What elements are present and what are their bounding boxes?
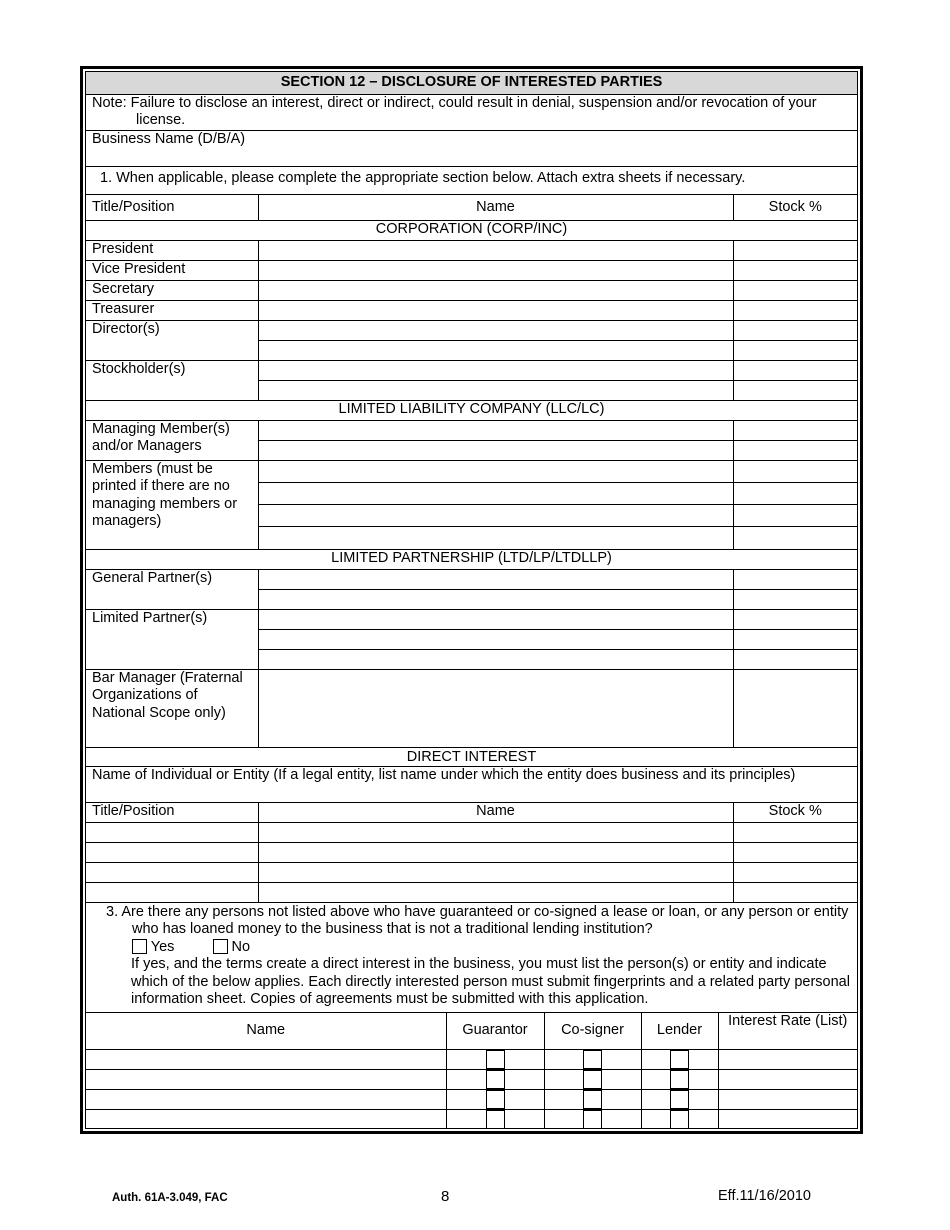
stockholder-name-field[interactable] bbox=[258, 380, 733, 400]
interest-rate-field[interactable] bbox=[718, 1089, 857, 1109]
vice-president-name-field[interactable] bbox=[258, 260, 733, 280]
limited-partner-stock-field[interactable] bbox=[733, 609, 857, 629]
guarantor-checkbox[interactable] bbox=[486, 1070, 505, 1089]
lender-col-lender: Lender bbox=[641, 1013, 718, 1049]
direct-interest-heading: DIRECT INTEREST bbox=[86, 747, 857, 766]
member-stock-field[interactable] bbox=[733, 482, 857, 504]
lender-cell bbox=[641, 1049, 718, 1069]
section-title: SECTION 12 – DISCLOSURE OF INTERESTED PARTIES bbox=[86, 72, 857, 94]
vice-president-stock-field[interactable] bbox=[733, 260, 857, 280]
row-label-vice-president: Vice President bbox=[86, 260, 258, 280]
lender-col-interest-rate: Interest Rate (List) bbox=[718, 1013, 857, 1049]
interest-rate-field[interactable] bbox=[718, 1049, 857, 1069]
direct-stock-field[interactable] bbox=[733, 862, 857, 882]
limited-partner-name-field[interactable] bbox=[258, 629, 733, 649]
direct-title-field[interactable] bbox=[86, 842, 258, 862]
interest-rate-field[interactable] bbox=[718, 1069, 857, 1089]
row-label-bar-manager: Bar Manager (Fraternal Organizations of National Scope only) bbox=[86, 669, 258, 747]
row-label-members: Members (must be printed if there are no managing members or managers) bbox=[86, 460, 258, 549]
lender-col-cosigner: Co-signer bbox=[544, 1013, 641, 1049]
direct-title-field[interactable] bbox=[86, 822, 258, 842]
general-partner-stock-field[interactable] bbox=[733, 589, 857, 609]
president-stock-field[interactable] bbox=[733, 240, 857, 260]
col-name: Name bbox=[258, 194, 733, 220]
row-label-stockholders: Stockholder(s) bbox=[86, 360, 258, 400]
yes-checkbox[interactable] bbox=[132, 939, 147, 954]
yes-label: Yes bbox=[150, 938, 175, 955]
member-stock-field[interactable] bbox=[733, 504, 857, 526]
lender-name-field[interactable] bbox=[86, 1089, 446, 1109]
guarantor-checkbox[interactable] bbox=[486, 1050, 505, 1069]
footer-authority: Auth. 61A-3.049, FAC bbox=[112, 1192, 228, 1204]
question-3-followup: If yes, and the terms create a direct interest in the business, you must list the person(s) or entity and indicate which of the below applies. Each directly interested person must submit fingerprints and a related party personal information sheet. Copies of agreements must be submitted with this application. bbox=[131, 956, 850, 1007]
row-label-president: President bbox=[86, 240, 258, 260]
guarantor-checkbox[interactable] bbox=[486, 1090, 505, 1109]
lender-checkbox[interactable] bbox=[670, 1050, 689, 1069]
treasurer-name-field[interactable] bbox=[258, 300, 733, 320]
col-title-position: Title/Position bbox=[86, 194, 258, 220]
direct-name-field[interactable] bbox=[258, 862, 733, 882]
member-name-field[interactable] bbox=[258, 482, 733, 504]
limited-partner-stock-field[interactable] bbox=[733, 649, 857, 669]
cosigner-checkbox[interactable] bbox=[583, 1070, 602, 1089]
limited-partner-name-field[interactable] bbox=[258, 649, 733, 669]
no-label: No bbox=[231, 938, 251, 955]
guarantor-cell bbox=[446, 1049, 544, 1069]
direct-title-field[interactable] bbox=[86, 882, 258, 902]
lender-col-name: Name bbox=[86, 1013, 446, 1049]
row-label-general-partners: General Partner(s) bbox=[86, 569, 258, 609]
interest-rate-field[interactable] bbox=[718, 1109, 857, 1129]
direct-stock-field[interactable] bbox=[733, 882, 857, 902]
guarantor-cell bbox=[446, 1069, 544, 1089]
lender-table bbox=[86, 1013, 857, 1129]
director-stock-field[interactable] bbox=[733, 320, 857, 340]
form-inner bbox=[85, 71, 858, 1129]
secretary-name-field[interactable] bbox=[258, 280, 733, 300]
row-label-managing-members: Managing Member(s) and/or Managers bbox=[86, 420, 258, 460]
direct-name-field[interactable] bbox=[258, 882, 733, 902]
lender-name-field[interactable] bbox=[86, 1109, 446, 1129]
cosigner-checkbox[interactable] bbox=[583, 1110, 602, 1129]
cosigner-checkbox[interactable] bbox=[583, 1050, 602, 1069]
lender-checkbox[interactable] bbox=[670, 1110, 689, 1129]
president-name-field[interactable] bbox=[258, 240, 733, 260]
lender-checkbox[interactable] bbox=[670, 1090, 689, 1109]
stockholder-name-field[interactable] bbox=[258, 360, 733, 380]
limited-partner-stock-field[interactable] bbox=[733, 629, 857, 649]
form-frame bbox=[80, 66, 863, 1134]
llc-heading: LIMITED LIABILITY COMPANY (LLC/LC) bbox=[86, 400, 857, 420]
lender-cell bbox=[641, 1109, 718, 1129]
member-stock-field[interactable] bbox=[733, 526, 857, 549]
col-stock: Stock % bbox=[733, 194, 857, 220]
managing-member-name-field[interactable] bbox=[258, 420, 733, 440]
lender-name-field[interactable] bbox=[86, 1069, 446, 1089]
yes-no-group bbox=[92, 939, 851, 957]
lender-cell bbox=[641, 1069, 718, 1089]
row-label-secretary: Secretary bbox=[86, 280, 258, 300]
guarantor-checkbox[interactable] bbox=[486, 1110, 505, 1129]
col-stock: Stock % bbox=[733, 802, 857, 822]
col-title-position: Title/Position bbox=[86, 802, 258, 822]
business-name-field[interactable] bbox=[86, 130, 857, 166]
question-3-table bbox=[86, 903, 857, 1014]
director-name-field[interactable] bbox=[258, 320, 733, 340]
director-name-field[interactable] bbox=[258, 340, 733, 360]
corporation-heading: CORPORATION (CORP/INC) bbox=[86, 220, 857, 240]
row-label-directors: Director(s) bbox=[86, 320, 258, 360]
general-partner-stock-field[interactable] bbox=[733, 569, 857, 589]
lender-col-guarantor: Guarantor bbox=[446, 1013, 544, 1049]
stockholder-stock-field[interactable] bbox=[733, 380, 857, 400]
guarantor-cell bbox=[446, 1109, 544, 1129]
managing-member-name-field[interactable] bbox=[258, 440, 733, 460]
cosigner-cell bbox=[544, 1089, 641, 1109]
lender-name-field[interactable] bbox=[86, 1049, 446, 1069]
cosigner-cell bbox=[544, 1049, 641, 1069]
bar-manager-name-field[interactable] bbox=[258, 669, 733, 747]
cosigner-cell bbox=[544, 1069, 641, 1089]
lender-checkbox[interactable] bbox=[670, 1070, 689, 1089]
cosigner-cell bbox=[544, 1109, 641, 1129]
managing-member-stock-field[interactable] bbox=[733, 420, 857, 440]
secretary-stock-field[interactable] bbox=[733, 280, 857, 300]
bar-manager-stock-field[interactable] bbox=[733, 669, 857, 747]
row-label-limited-partners: Limited Partner(s) bbox=[86, 609, 258, 669]
stockholder-stock-field[interactable] bbox=[733, 360, 857, 380]
col-name: Name bbox=[258, 802, 733, 822]
member-stock-field[interactable] bbox=[733, 460, 857, 482]
partnership-heading: LIMITED PARTNERSHIP (LTD/LP/LTDLLP) bbox=[86, 549, 857, 569]
member-name-field[interactable] bbox=[258, 460, 733, 482]
direct-title-field[interactable] bbox=[86, 862, 258, 882]
row-label-treasurer: Treasurer bbox=[86, 300, 258, 320]
member-name-field[interactable] bbox=[258, 526, 733, 549]
treasurer-stock-field[interactable] bbox=[733, 300, 857, 320]
footer-effective-date: Eff.11/16/2010 bbox=[718, 1188, 811, 1204]
direct-stock-field[interactable] bbox=[733, 842, 857, 862]
disclosure-table bbox=[86, 72, 857, 903]
business-name-label: Business Name (D/B/A) bbox=[92, 130, 246, 147]
member-name-field[interactable] bbox=[258, 504, 733, 526]
direct-interest-description: Name of Individual or Entity (If a legal entity, list name under which the entity does business and its principles) bbox=[86, 766, 857, 802]
limited-partner-name-field[interactable] bbox=[258, 609, 733, 629]
footer-page-number: 8 bbox=[441, 1188, 450, 1205]
question-3-block bbox=[86, 903, 857, 1013]
guarantor-cell bbox=[446, 1089, 544, 1109]
question-3-text: 3. Are there any persons not listed above who have guaranteed or co-signed a lease or loan, or any person or entity who has loaned money to the business that is not a traditional lending institution? bbox=[106, 903, 849, 937]
no-checkbox[interactable] bbox=[213, 939, 228, 954]
managing-member-stock-field[interactable] bbox=[733, 440, 857, 460]
direct-name-field[interactable] bbox=[258, 822, 733, 842]
lender-cell bbox=[641, 1089, 718, 1109]
note-text: Note: Failure to disclose an interest, direct or indirect, could result in denial, suspension and/or revocation of your license. bbox=[86, 94, 857, 130]
general-partner-name-field[interactable] bbox=[258, 589, 733, 609]
direct-name-field[interactable] bbox=[258, 842, 733, 862]
cosigner-checkbox[interactable] bbox=[583, 1090, 602, 1109]
director-stock-field[interactable] bbox=[733, 340, 857, 360]
instruction-1: 1. When applicable, please complete the appropriate section below. Attach extra sheets if necessary. bbox=[86, 166, 857, 194]
direct-stock-field[interactable] bbox=[733, 822, 857, 842]
general-partner-name-field[interactable] bbox=[258, 569, 733, 589]
